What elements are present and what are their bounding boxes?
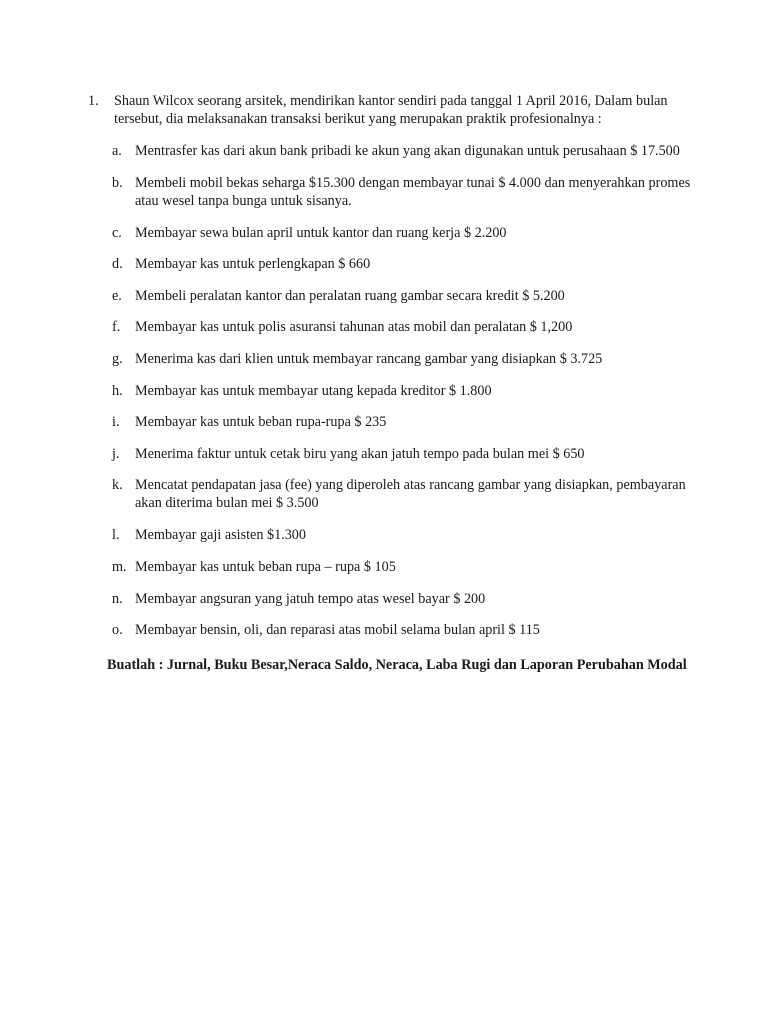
item-letter: m. xyxy=(112,558,127,575)
item-text: Mentrasfer kas dari akun bank pribadi ke akun yang akan digunakan untuk perusahaan $ 17.500 xyxy=(135,143,680,159)
list-item xyxy=(112,255,702,273)
list-item xyxy=(112,526,702,544)
item-letter: e. xyxy=(112,287,122,304)
item-letter: f. xyxy=(112,319,121,336)
item-letter: g. xyxy=(112,350,123,367)
item-letter: n. xyxy=(112,590,123,607)
item-text: Membayar angsuran yang jatuh tempo atas wesel bayar $ 200 xyxy=(135,590,486,607)
item-letter: b. xyxy=(112,174,123,191)
list-item xyxy=(112,382,702,400)
question-text: Shaun Wilcox seorang arsitek, mendirikan kantor sendiri pada tanggal 1 April 2016, Dalam bulan tersebut, dia melaksanakan transaksi berikut yang merupakan praktik profesionalnya : xyxy=(114,93,668,127)
item-letter: d. xyxy=(112,256,123,273)
item-letter: c. xyxy=(112,224,122,241)
transaction-list xyxy=(112,142,702,653)
list-item xyxy=(112,174,702,210)
item-letter: j. xyxy=(112,445,120,462)
item-letter: l. xyxy=(112,527,120,544)
item-text: Membayar kas untuk membayar utang kepada kreditor $ 1.800 xyxy=(135,382,492,399)
list-item xyxy=(112,224,702,242)
item-text: Membayar kas untuk polis asuransi tahunan atas mobil dan peralatan $ 1,200 xyxy=(135,319,573,336)
item-text: Membayar kas untuk beban rupa-rupa $ 235 xyxy=(135,414,387,431)
question-number: 1. xyxy=(88,93,99,109)
list-item xyxy=(112,476,702,512)
item-text: Menerima faktur untuk cetak biru yang akan jatuh tempo pada bulan mei $ 650 xyxy=(135,445,585,462)
instruction-text: Buatlah : Jurnal, Buku Besar,Neraca Saldo, Neraca, Laba Rugi dan Laporan Perubahan Modal xyxy=(107,657,687,673)
item-text: Membeli peralatan kantor dan peralatan ruang gambar secara kredit $ 5.200 xyxy=(135,287,565,304)
list-item xyxy=(112,445,702,463)
item-text: Membeli mobil bekas seharga $15.300 dengan membayar tunai $ 4.000 dan menyerahkan promes atau wesel tanpa bunga untuk sisanya. xyxy=(135,174,691,209)
list-item xyxy=(112,413,702,431)
list-item xyxy=(112,350,702,368)
list-item xyxy=(112,287,702,305)
item-letter: h. xyxy=(112,382,123,399)
item-letter: a. xyxy=(112,143,122,159)
item-text: Mencatat pendapatan jasa (fee) yang diperoleh atas rancang gambar yang disiapkan, pembayaran akan diterima bulan mei $ 3.500 xyxy=(135,477,686,512)
item-letter: i. xyxy=(112,414,120,431)
item-letter: k. xyxy=(112,477,123,494)
item-letter: o. xyxy=(112,622,123,639)
list-item xyxy=(112,558,702,576)
list-item xyxy=(112,318,702,336)
item-text: Membayar bensin, oli, dan reparasi atas mobil selama bulan april $ 115 xyxy=(135,622,540,639)
item-text: Membayar kas untuk perlengkapan $ 660 xyxy=(135,256,371,273)
list-item xyxy=(112,621,702,639)
item-text: Membayar gaji asisten $1.300 xyxy=(135,527,306,544)
item-text: Membayar kas untuk beban rupa – rupa $ 105 xyxy=(135,558,396,575)
list-item xyxy=(112,142,702,160)
item-text: Menerima kas dari klien untuk membayar rancang gambar yang disiapkan $ 3.725 xyxy=(135,350,603,367)
item-text: Membayar sewa bulan april untuk kantor dan ruang kerja $ 2.200 xyxy=(135,224,507,241)
list-item xyxy=(112,590,702,608)
